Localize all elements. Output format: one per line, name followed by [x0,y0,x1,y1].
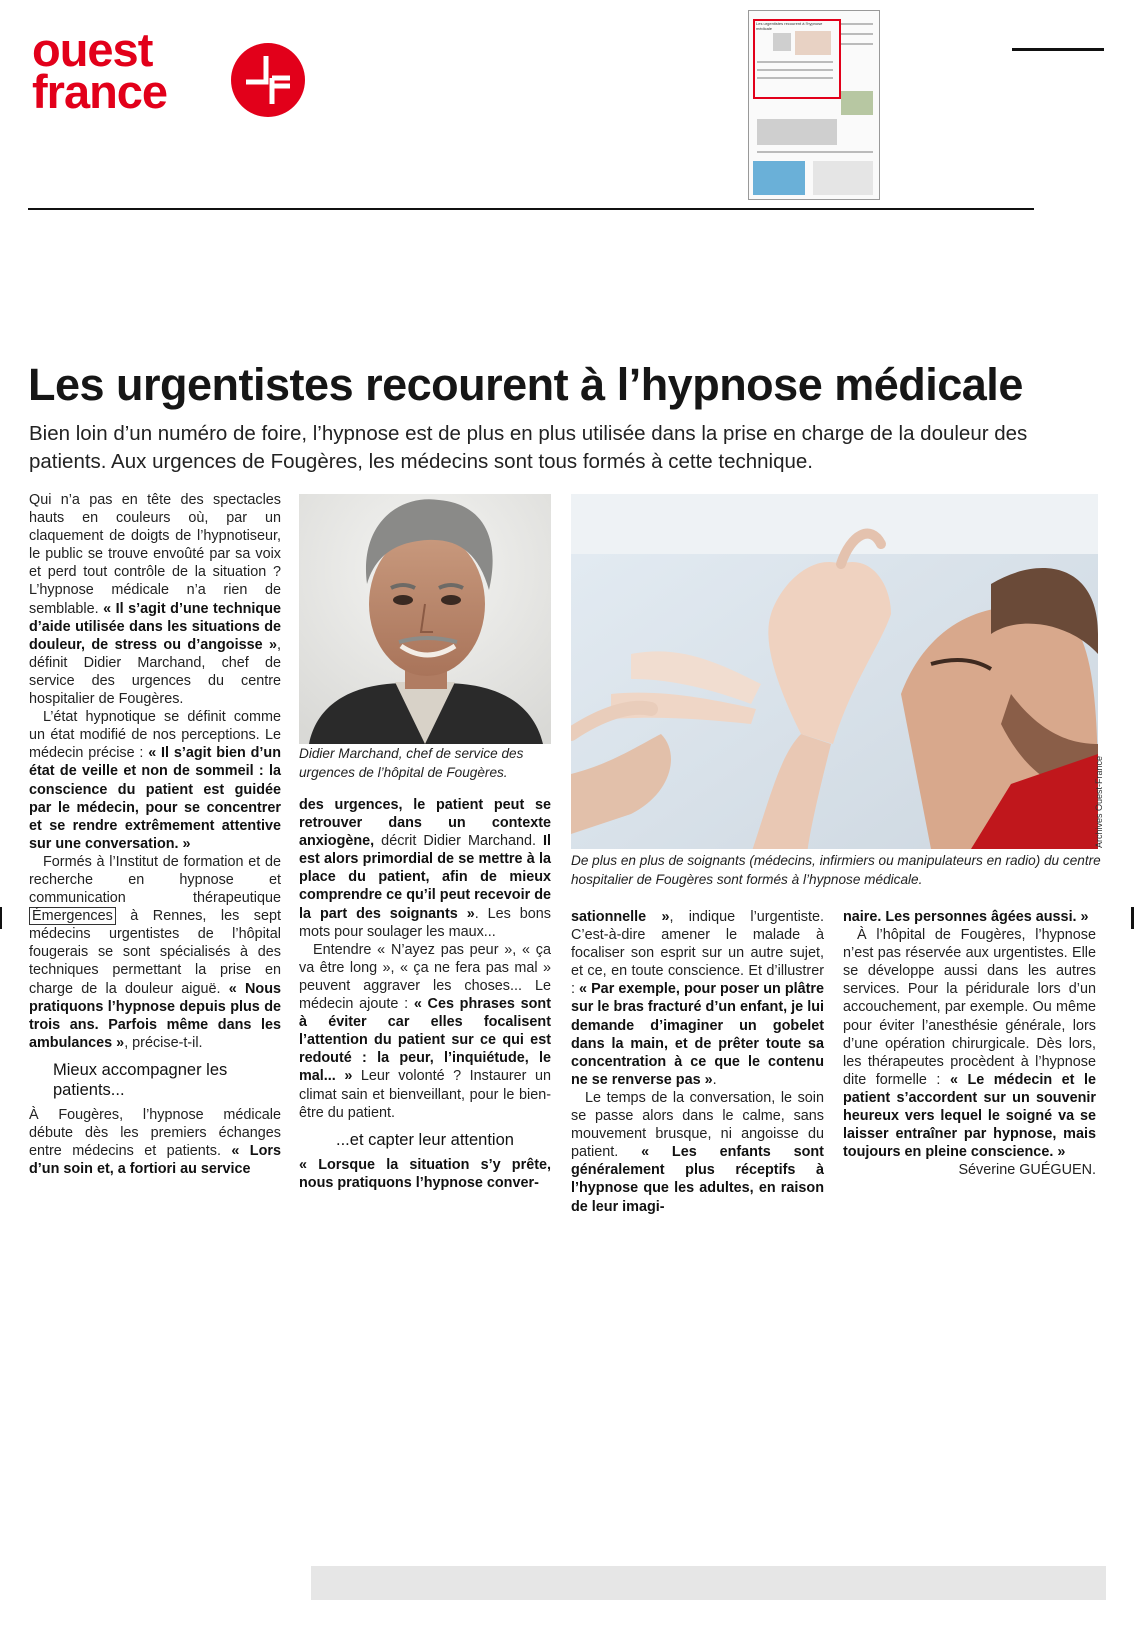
article-column-1 [29,491,281,1178]
article-column-4 [843,908,1096,1179]
text-run: Le temps de la conversation, le soin se passe alors dans le calme, sans mouvement brusque, ni angoisse du patient. [571,1089,824,1161]
text-run: , indique l’urgentiste. C’est-à-dire amener le malade à focaliser son esprit sur un autre sujet, et ce, en toute conscience. Et d’illustrer : [571,909,824,998]
article-column-2 [299,796,551,1192]
subhead-capter-attention: ...et capter leur attention [336,1130,514,1149]
quote-run: sationnelle » [571,909,670,925]
quote-run: Il est alors primordial de se mettre à la place du patient, afin de mieux comprendre ce qu’il peut recevoir de la part des soignants » [299,833,551,922]
logo-line-ouest: ouest [32,23,153,76]
quote-run: « Nous pratiquons l’hypnose depuis plus de trois ans. Parfois même dans les ambulances » [29,980,281,1051]
quote-run: naire. Les personnes âgées aussi. » [843,909,1089,925]
article-column-3 [571,908,824,1216]
quote-run: « Lorsque la situation s’y prête, nous pratiquons l’hypnose conver- [299,1156,551,1191]
logo-line-france: france [32,65,168,118]
brand-logo-wordmark [32,23,168,118]
author-signature: Séverine GUÉGUEN. [958,1162,1096,1179]
header-rule [28,208,1034,210]
article-standfirst: Bien loin d’un numéro de foire, l’hypnose est de plus en plus utilisée dans la prise en charge de la douleur des patients. Aux urgences de Fougères, les médecins sont tous formés à cette technique. [29,422,1028,473]
text-run: Leur volonté ? Instaurer un climat sain et bienveillant, pour le bien-être du patient. [299,1068,551,1121]
text-run: décrit Didier Marchand. [374,833,543,850]
crop-mark-left [0,907,2,929]
quote-run: « Le médecin et le patient s’accordent sur un souvenir heureux vers lequel le soigné va se laisser entraîner par hypnose, mais toujours en pleine conscience. » [843,1071,1096,1161]
text-run: . [712,1071,717,1088]
col2-paragraph-1 [299,796,551,941]
col3-paragraph-1 [571,908,824,1089]
photo-credit: Archives Ouest-France [1094,755,1104,848]
page-thumbnail[interactable] [748,10,880,200]
text-run: Formés à l’Institut de formation et de recherche en hypnose et communication thérapeutique [29,853,281,907]
col1-paragraph-2 [29,708,281,853]
text-run: , précise-t-il. [124,1034,203,1051]
article-headline: Les urgentistes recourent à l’hypnose médicale [28,359,1023,410]
subhead-mieux-accompagner: Mieux accompagner les patients... [53,1060,228,1099]
text-run: Qui n’a pas en tête des spectacles hauts en couleurs où, par un claquement de doigts de l’hypnotiseur, le public se trouve envoûté par sa voix et perd tout contrôle de la situation ? L’hypnose médicale n’a rien de semblable. [29,492,281,617]
emergences-link[interactable]: Émergences [29,907,116,925]
text-run: À l’hôpital de Fougères, l’hypnose n’est pas réservée aux urgentistes. Elle se développe aussi dans les autres services. Pour la péridurale lors d’un accouchement, par exemple. Ou même pour éviter l’anesthésie générale, lors d’une opération chirurgicale. Dès lors, les thérapeutes procèdent à l’hypnose dite formelle : [843,927,1096,1088]
footer-bar [311,1566,1106,1600]
col4-paragraph-1 [843,908,1096,926]
col1-paragraph-1 [29,491,281,708]
quote-run: « Lors d’un soin et, a fortiori au service [29,1143,281,1178]
quote-run: des urgences, le patient peut se retrouver dans un contexte anxiogène, [299,797,551,850]
col1-paragraph-3 [29,853,281,1052]
text-run: . Les bons mots pour soulager les maux... [299,905,552,940]
quote-run: « Par exemple, pour poser un plâtre sur le bras fracturé d’un enfant, je lui demande d’imaginer un gobelet dans la main, et de prêter toute sa concentration à ce que le contenu ne se renverse pas » [571,981,825,1088]
thumbnail-article-title: Les urgentistes recourent à l'hypnose médicale [756,21,823,31]
col2-paragraph-3 [299,1156,551,1192]
quote-run: « Ces phrases sont à éviter car elles focalisent l’attention du patient sur ce qui est redouté : la peur, l’inquiétude, le mal... » [299,996,551,1085]
col1-paragraph-4 [29,1106,281,1178]
col4-paragraph-2 [843,926,1096,1161]
col3-paragraph-2 [571,1089,824,1216]
text-run: , définit Didier Marchand, chef de service des urgences du centre hospitalier de Fougères. [29,636,281,708]
text-run: à Rennes, les sept médecins urgentistes de l’hôpital fougerais se sont spécialisés à des techniques permettant la prise en charge de la douleur aiguë. [29,908,281,997]
quote-run: « Les enfants sont généralement plus réceptifs à l’hypnose que les adultes, en raison de leur imagi- [571,1144,824,1215]
text-run: À Fougères, l’hypnose médicale débute dès les premiers échanges entre médecins et patients. [29,1106,281,1160]
quote-run: « Il s’agit d’une technique d’aide utilisée dans les situations de douleur, de stress ou d’angoisse » [29,600,281,653]
brand-logo-icon [230,42,306,118]
text-run: L’état hypnotique se définit comme un état modifié de nos perceptions. Le médecin précise : [29,709,281,762]
portrait-caption: Didier Marchand, chef de service des urgences de l’hôpital de Fougères. [299,746,524,780]
hypnosis-photo [571,494,1098,849]
text-run: Entendre « N’ayez pas peur », « ça va être long », « ça ne fera pas mal » peuvent aggraver les choses... Le médecin ajoute : [299,941,551,1013]
portrait-photo [299,494,551,744]
header-rule-right [1012,48,1104,51]
quote-run: « Il s’agit bien d’un état de veille et non de sommeil : la conscience du patient est guidée par le médecin, pour se concentrer et se rendre extrêmement attentive sur une conversation. » [29,745,281,852]
hypnosis-photo-caption: De plus en plus de soignants (médecins, infirmiers ou manipulateurs en radio) du centre hospitalier de Fougères sont formés à l’hypnose médicale. [571,853,1101,887]
col2-paragraph-2 [299,941,551,1122]
